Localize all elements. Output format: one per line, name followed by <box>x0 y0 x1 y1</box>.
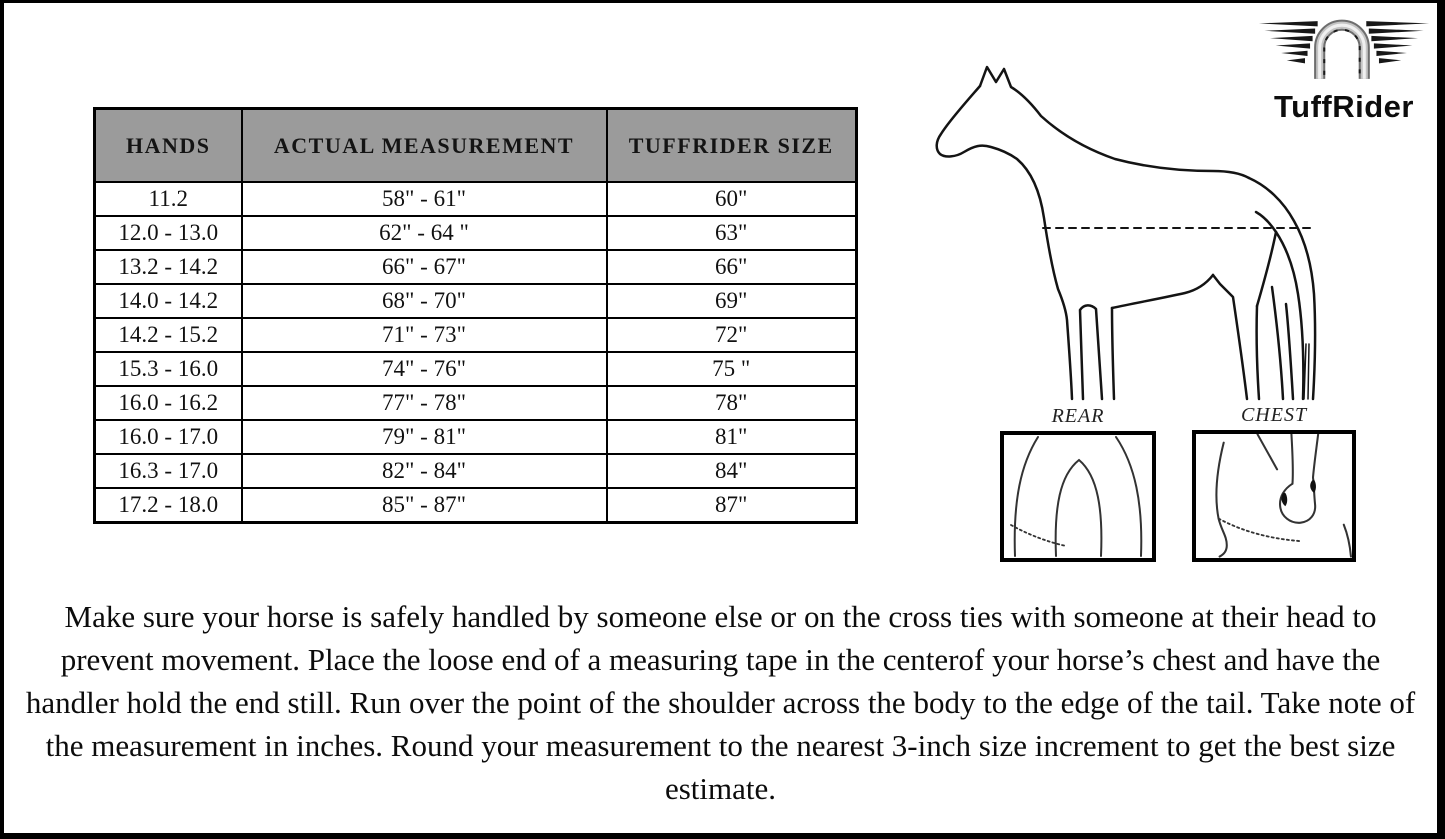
brand-name: TuffRider <box>1274 89 1414 124</box>
size-cell: 66" <box>607 250 857 284</box>
table-row <box>95 352 857 386</box>
table-row <box>95 216 857 250</box>
hands-cell: 11.2 <box>95 182 242 216</box>
table-row <box>95 454 857 488</box>
table-row <box>95 182 857 216</box>
table-row <box>95 420 857 454</box>
size-cell: 78" <box>607 386 857 420</box>
size-cell: 60" <box>607 182 857 216</box>
size-cell: 75 " <box>607 352 857 386</box>
column-header-hands: HANDS <box>95 109 242 183</box>
measurement-cell: 82" - 84" <box>242 454 607 488</box>
chest-label: CHEST <box>1240 404 1308 426</box>
chest-detail-view <box>1192 404 1356 562</box>
hands-cell: 15.3 - 16.0 <box>95 352 242 386</box>
winged-horseshoe-icon <box>1250 11 1438 87</box>
measurement-cell: 68" - 70" <box>242 284 607 318</box>
table-row <box>95 318 857 352</box>
rear-detail-box <box>1000 431 1156 562</box>
measurement-cell: 74" - 76" <box>242 352 607 386</box>
hands-cell: 14.0 - 14.2 <box>95 284 242 318</box>
horse-chest-view-icon <box>1196 434 1352 558</box>
size-cell: 69" <box>607 284 857 318</box>
measurement-cell: 71" - 73" <box>242 318 607 352</box>
brand-logo <box>1250 11 1438 122</box>
hands-cell: 13.2 - 14.2 <box>95 250 242 284</box>
table-header-row <box>95 109 857 183</box>
measurement-cell: 79" - 81" <box>242 420 607 454</box>
column-header-actual-measurement: ACTUAL MEASUREMENT <box>242 109 607 183</box>
size-cell: 81" <box>607 420 857 454</box>
size-cell: 87" <box>607 488 857 523</box>
measurement-cell: 77" - 78" <box>242 386 607 420</box>
table-row <box>95 386 857 420</box>
hands-cell: 16.0 - 17.0 <box>95 420 242 454</box>
table-row <box>95 250 857 284</box>
measuring-instructions: Make sure your horse is safely handled by someone else or on the cross ties with someone at their head to prevent movement. Place the loose end of a measuring tape in the centerof your horse’s chest and have the handler hold the end still. Run over the point of the shoulder across the body to the edge of the tail. Take note of the measurement in inches. Round your measurement to the nearest 3-inch size increment to get the best size estimate. <box>25 599 1416 806</box>
measurement-cell: 58" - 61" <box>242 182 607 216</box>
hands-cell: 17.2 - 18.0 <box>95 488 242 523</box>
measurement-cell: 85" - 87" <box>242 488 607 523</box>
measurement-cell: 62" - 64 " <box>242 216 607 250</box>
table-row <box>95 488 857 523</box>
column-header-tuffrider-size: TUFFRIDER SIZE <box>607 109 857 183</box>
horse-rear-view-icon <box>1004 435 1152 558</box>
chest-detail-box <box>1192 430 1356 562</box>
measurement-cell: 66" - 67" <box>242 250 607 284</box>
rear-detail-view <box>1000 405 1156 562</box>
size-chart-table <box>93 107 858 524</box>
size-cell: 63" <box>607 216 857 250</box>
rear-label: REAR <box>1051 405 1105 427</box>
size-cell: 72" <box>607 318 857 352</box>
size-cell: 84" <box>607 454 857 488</box>
hands-cell: 16.3 - 17.0 <box>95 454 242 488</box>
hands-cell: 16.0 - 16.2 <box>95 386 242 420</box>
hands-cell: 14.2 - 15.2 <box>95 318 242 352</box>
hands-cell: 12.0 - 13.0 <box>95 216 242 250</box>
table-row <box>95 284 857 318</box>
